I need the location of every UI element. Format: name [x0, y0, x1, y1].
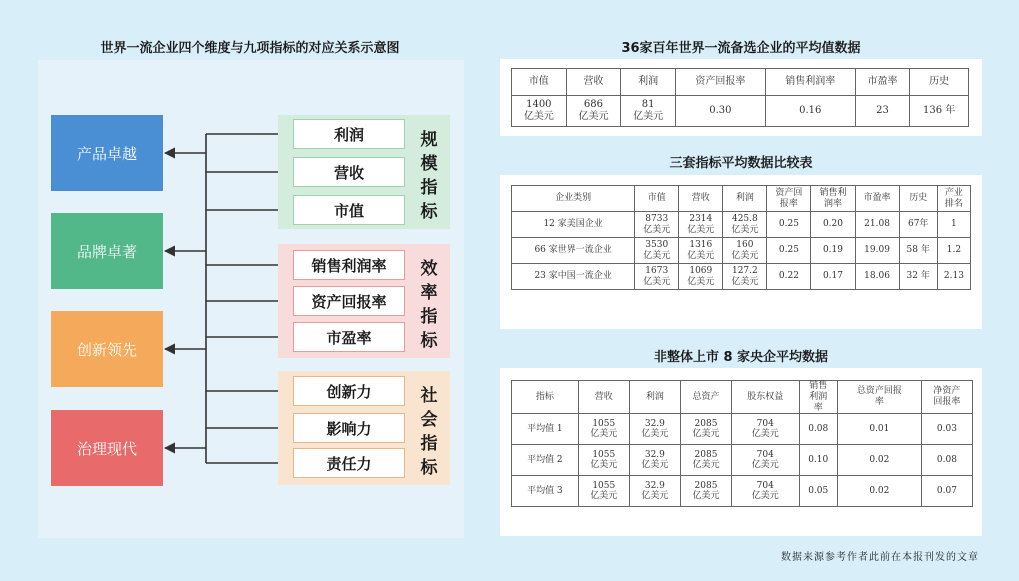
- table1-cell: 0.30: [675, 96, 765, 127]
- table2-cell: 127.2 亿美元: [723, 264, 767, 290]
- table3-cell: 0.08: [799, 414, 837, 445]
- table3-cell: 0.02: [837, 445, 921, 476]
- table3-title: 非整体上市 8 家央企平均数据: [653, 350, 829, 365]
- table2-cell: 425.8 亿美元: [723, 212, 767, 238]
- table3-cell: 2085 亿美元: [680, 414, 731, 445]
- table2-cell: 1: [937, 212, 970, 238]
- table3-cell: 704 亿美元: [732, 476, 800, 507]
- table3-header: 指标: [512, 381, 579, 414]
- category-innovation-leading: 创新领先: [51, 311, 163, 387]
- table1-header: 资产回报率: [675, 69, 765, 96]
- scale-indicators-label: 规 模 指 标: [420, 130, 438, 222]
- table2-cell: 3530 亿美元: [635, 238, 679, 264]
- table3-cell: 1055 亿美元: [578, 476, 629, 507]
- table2-cell: 23 家中国一流企业: [512, 264, 635, 290]
- table2-cell: 67年: [899, 212, 937, 238]
- table2-cell: 12 家美国企业: [512, 212, 635, 238]
- table2-cell: 0.19: [811, 238, 855, 264]
- social-indicators-label: 社 会 指 标: [420, 386, 438, 478]
- indicator-profit: 利润: [293, 119, 405, 149]
- category-brand-prominence: 品牌卓著: [51, 213, 163, 289]
- table3-cell: 32.9 亿美元: [629, 476, 680, 507]
- table1-header: 销售利润率: [765, 69, 855, 96]
- table2-cell: 0.20: [811, 212, 855, 238]
- table2-header: 市值: [635, 186, 679, 212]
- table3-header-row: [512, 381, 973, 414]
- table3-panel: [500, 368, 982, 536]
- indicator-revenue: 营收: [293, 157, 405, 187]
- table3-cell: 2085 亿美元: [680, 445, 731, 476]
- source-footnote: 数据来源参考作者此前在本报刊发的文章: [781, 552, 979, 563]
- table3-cell: 0.03: [921, 414, 972, 445]
- table1-header: 历史: [910, 69, 969, 96]
- table2-cell: 1673 亿美元: [635, 264, 679, 290]
- table3-cell: 1055 亿美元: [578, 445, 629, 476]
- table1-title: 36家百年世界一流备选企业的平均值数据: [621, 41, 861, 56]
- table3-header: 总资产回报 率: [837, 381, 921, 414]
- table2-cell: 0.17: [811, 264, 855, 290]
- table1-header: 市值: [512, 69, 567, 96]
- table2-panel: [500, 175, 982, 329]
- table2-title: 三套指标平均数据比较表: [669, 156, 813, 171]
- table1: [511, 68, 969, 127]
- table3-cell: 0.10: [799, 445, 837, 476]
- table3-row: [512, 476, 973, 507]
- table1-cell: 1400 亿美元: [512, 96, 567, 127]
- table3-cell: 0.02: [837, 476, 921, 507]
- table1-cell: 0.16: [765, 96, 855, 127]
- table3-cell: 平均值 2: [512, 445, 579, 476]
- table2-header: 历史: [899, 186, 937, 212]
- table3: [511, 380, 973, 507]
- table2-cell: 0.25: [767, 212, 811, 238]
- table3-cell: 0.08: [921, 445, 972, 476]
- table3-cell: 0.01: [837, 414, 921, 445]
- table1-header: 利润: [621, 69, 676, 96]
- table2-cell: 1069 亿美元: [679, 264, 723, 290]
- efficiency-indicators-label: 效 率 指 标: [420, 259, 438, 351]
- table3-cell: 704 亿美元: [732, 445, 800, 476]
- table2-row: [512, 264, 971, 290]
- table2-header: 销售利 润率: [811, 186, 855, 212]
- indicator-return-on-assets: 资产回报率: [293, 286, 405, 316]
- table2-cell: 19.09: [855, 238, 899, 264]
- table3-cell: 32.9 亿美元: [629, 414, 680, 445]
- table2-cell: 160 亿美元: [723, 238, 767, 264]
- table3-header: 净资产 回报率: [921, 381, 972, 414]
- table3-header: 利润: [629, 381, 680, 414]
- table2-cell: 66 家世界一流企业: [512, 238, 635, 264]
- table2-cell: 8733 亿美元: [635, 212, 679, 238]
- table2-header-row: [512, 186, 971, 212]
- table3-cell: 704 亿美元: [732, 414, 800, 445]
- indicator-market-value: 市值: [293, 195, 405, 225]
- table2-cell: 2.13: [937, 264, 970, 290]
- table3-cell: 平均值 3: [512, 476, 579, 507]
- table1-cell: 23: [855, 96, 910, 127]
- diagram-title: 世界一流企业四个维度与九项指标的对应关系示意图: [100, 41, 400, 56]
- table2-cell: 1316 亿美元: [679, 238, 723, 264]
- table2-cell: 0.25: [767, 238, 811, 264]
- indicator-responsibility: 责任力: [293, 448, 405, 478]
- table1-cell: 686 亿美元: [566, 96, 621, 127]
- dimension-indicator-diagram: [38, 60, 464, 538]
- indicator-innovation: 创新力: [293, 376, 405, 406]
- table2-row: [512, 212, 971, 238]
- table2-cell: 21.08: [855, 212, 899, 238]
- table3-cell: 2085 亿美元: [680, 476, 731, 507]
- category-modern-governance: 治理现代: [51, 410, 163, 486]
- table1-header: 营收: [566, 69, 621, 96]
- table2-cell: 0.22: [767, 264, 811, 290]
- table3-header: 总资产: [680, 381, 731, 414]
- table2-header: 产业 排名: [937, 186, 970, 212]
- table2-cell: 1.2: [937, 238, 970, 264]
- table1-header: 市盈率: [855, 69, 910, 96]
- table3-cell: 平均值 1: [512, 414, 579, 445]
- indicator-influence: 影响力: [293, 413, 405, 443]
- table3-cell: 1055 亿美元: [578, 414, 629, 445]
- table1-cell: 136 年: [910, 96, 969, 127]
- table2-header: 利润: [723, 186, 767, 212]
- table2-header: 企业类别: [512, 186, 635, 212]
- indicator-sales-profit-margin: 销售利润率: [293, 250, 405, 280]
- table3-header: 股东权益: [732, 381, 800, 414]
- table2: [511, 185, 971, 290]
- table2-cell: 18.06: [855, 264, 899, 290]
- table3-cell: 0.07: [921, 476, 972, 507]
- table3-row: [512, 414, 973, 445]
- indicator-pe-ratio: 市盈率: [293, 322, 405, 352]
- table1-panel: [500, 59, 982, 136]
- table2-cell: 2314 亿美元: [679, 212, 723, 238]
- table2-row: [512, 238, 971, 264]
- category-product-excellence: 产品卓越: [51, 115, 163, 191]
- table2-cell: 32 年: [899, 264, 937, 290]
- table3-cell: 32.9 亿美元: [629, 445, 680, 476]
- table2-header: 资产回 报率: [767, 186, 811, 212]
- table3-header: 销售 利润 率: [799, 381, 837, 414]
- table3-header: 营收: [578, 381, 629, 414]
- table3-cell: 0.05: [799, 476, 837, 507]
- table2-cell: 58 年: [899, 238, 937, 264]
- table2-header: 市盈率: [855, 186, 899, 212]
- table1-cell: 81 亿美元: [621, 96, 676, 127]
- table2-header: 营收: [679, 186, 723, 212]
- table3-row: [512, 445, 973, 476]
